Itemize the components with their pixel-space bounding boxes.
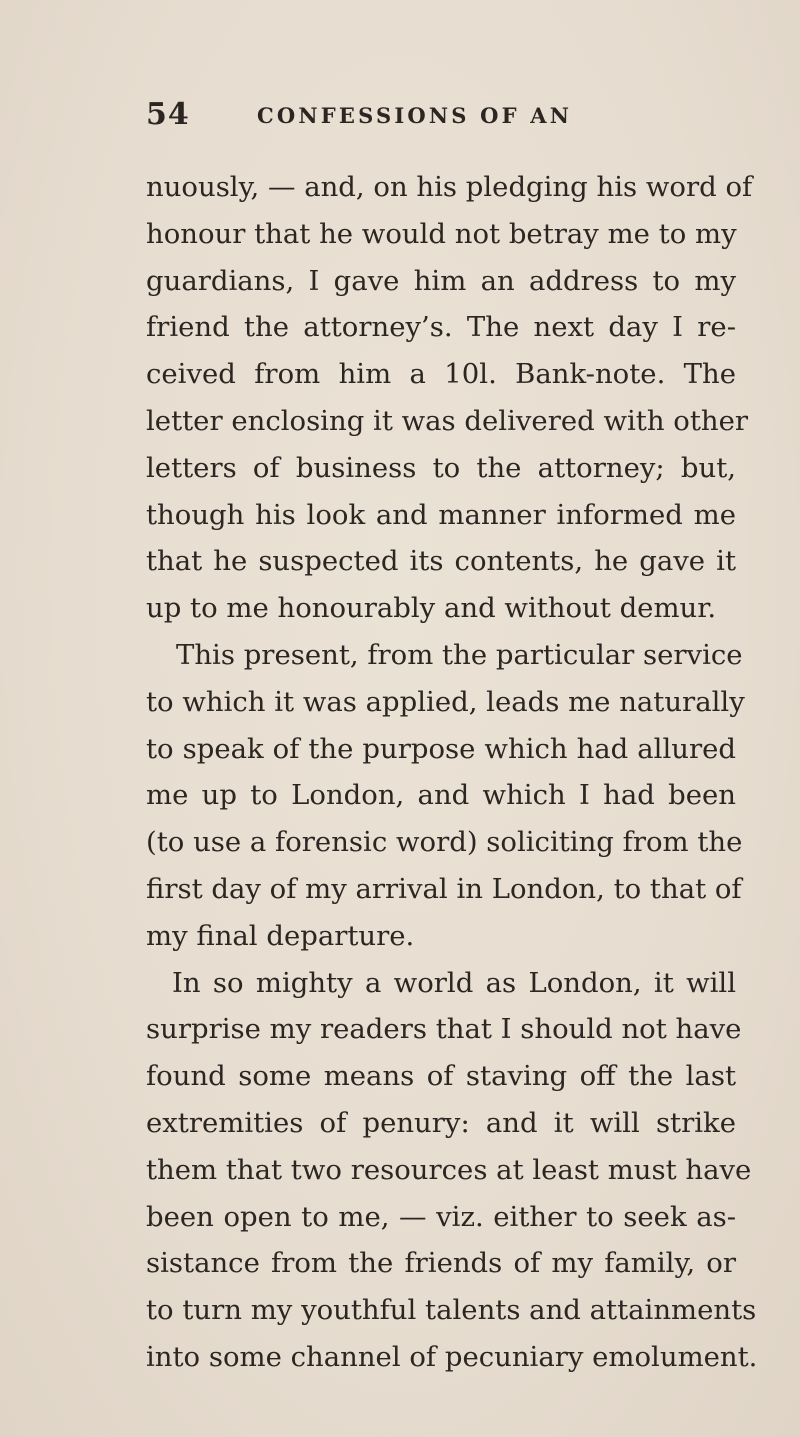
text-line: (to use a forensic word) soliciting from the [146,826,743,859]
text-line: found some means of staving off the last [146,1060,736,1093]
text-line: into some channel of pecuniary emolument. [146,1340,758,1373]
text-line: though his look and manner informed me [146,498,736,531]
text-line: been open to me, — viz. either to seek as- [146,1200,736,1233]
text-line: them that two resources at least must have [146,1153,752,1186]
text-line: sistance from the friends of my family, or [146,1247,736,1280]
text-line: guardians, I gave him an address to my [146,264,736,297]
text-line: first day of my arrival in London, to that of [146,872,742,905]
text-line: my final departure. [146,919,415,952]
text-line: surprise my readers that I should not have [146,1013,742,1046]
text-line: to which it was applied, leads me naturally [146,685,745,718]
text-line: to speak of the purpose which had allured [146,732,736,765]
text-line: extremities of penury: and it will strike [146,1106,736,1139]
text-line: nuously, — and, on his pledging his word of [146,171,753,203]
page-number: 54 [146,97,190,132]
text-line: friend the attorney’s. The next day I re- [146,311,736,344]
paragraph-start-line: This present, from the particular service [176,638,743,671]
text-line: up to me honourably and without demur. [146,592,717,625]
running-head [0,97,800,137]
text-line: ceived from him a 10l. Bank-note. The [146,358,736,391]
text-line: honour that he would not betray me to my [146,217,737,250]
text-line: that he suspected its contents, he gave it [146,545,736,578]
text-line: to turn my youthful talents and attainments [146,1294,757,1327]
paragraph-start-line: In so mighty a world as London, it will [172,966,736,999]
text-line: letter enclosing it was delivered with other [146,404,749,437]
body-text [146,164,758,1381]
text-line: me up to London, and which I had been [146,779,736,812]
running-title: CONFESSIONS OF AN [257,103,573,128]
text-line: letters of business to the attorney; but, [146,451,736,484]
